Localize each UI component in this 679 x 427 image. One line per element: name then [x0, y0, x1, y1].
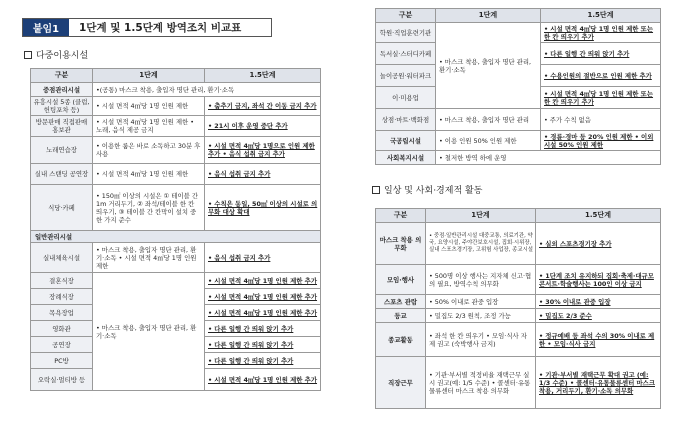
row-category: 스포츠 관람	[376, 295, 426, 309]
right-bottom-comparison-table	[375, 208, 661, 409]
section-heading-facilities: 다중이용시설	[24, 48, 88, 61]
row-stage1: • 150㎡ 이상의 시설은 ① 테이블 간 1m 거리두기, ② 좌석/테이블 한 칸 띄우기, ③ 테이블 간 칸막이 설치 중 한 가지 준수	[93, 185, 205, 231]
row-category: 중점관리시설	[31, 83, 93, 97]
row-category: 방문판매 직접판매홍보관	[31, 116, 93, 137]
row-category: 공연장	[31, 337, 93, 353]
table-row	[376, 109, 661, 131]
section-heading-activities: 일상 및 사회·경제적 활동	[372, 183, 482, 196]
table-row	[31, 243, 321, 273]
header-stage15: 1.5단계	[205, 69, 321, 83]
row-category: 등교	[376, 309, 426, 323]
checkbox-square-icon	[24, 51, 32, 59]
header-stage15: 1.5단계	[536, 209, 661, 223]
row-stage15: • 시설 면적 4㎡당 1명 인원 제한 추가	[205, 289, 321, 305]
row-category: 실내체육시설	[31, 243, 93, 273]
row-stage15: • 다른 일행 간 띄워 앉기 추가	[205, 353, 321, 369]
header-category: 구분	[376, 209, 426, 223]
row-category: 사회복지시설	[376, 151, 436, 165]
row-category: 상점·마트·백화점	[376, 109, 436, 131]
row-stage15: • 시설 면적 4㎡당 1명 인원 제한 추가	[205, 305, 321, 321]
table-row	[31, 137, 321, 164]
row-category: 독서실·스터디카페	[376, 43, 436, 65]
row-stage1: • 시설 면적 4㎡당 1명 인원 제한	[93, 97, 205, 116]
header-category: 구분	[376, 9, 436, 23]
header-stage1: 1단계	[93, 69, 205, 83]
table-row	[376, 23, 661, 43]
row-category: 목욕장업	[31, 305, 93, 321]
table-header-row	[31, 69, 321, 83]
row-stage1: • 이용한 룸은 바로 소독하고 30분 후 사용	[93, 137, 205, 164]
row-category: 식당·카페	[31, 185, 93, 231]
table-row	[376, 357, 661, 409]
row-stage1: • 마스크 착용, 출입자 명단 관리, 환기·소독	[436, 23, 541, 109]
row-stage15: • 다른 일행 간 띄워 앉기 추가	[541, 43, 661, 65]
row-stage1: • 시설 면적 4㎡당 1명 인원 제한 • 노래, 음식 제공 금지	[93, 116, 205, 137]
row-stage1: • 50% 이내로 관중 입장	[426, 295, 536, 309]
row-stage1: • 기관·부서별 적정비율 재택근무 실시 권고(예: 1/5 수준) • 콜센터·유통물류센터 마스크 착용 의무화	[426, 357, 536, 409]
title-tag: 붙임1	[23, 19, 69, 36]
table-row	[376, 223, 661, 265]
row-stage1: • 이용 인원 50% 인원 제한	[436, 131, 541, 151]
table-row	[376, 295, 661, 309]
row-stage15: • 21시 이후 운영 중단 추가	[205, 116, 321, 137]
group-label: 일반관리시설	[31, 231, 321, 243]
table-row	[31, 164, 321, 185]
row-stage15: • 1단계 조치 유지하되 집회·축제·대규모 콘서트·학술행사는 100인 이상 금지	[536, 265, 661, 295]
table-row	[376, 151, 661, 165]
row-stage15: • 주가 수칙 없음	[541, 109, 661, 131]
row-category: 종교활동	[376, 323, 426, 357]
row-category: 유흥시설 5종 (클럽, 헌팅포차 등)	[31, 97, 93, 116]
header-category: 구분	[31, 69, 93, 83]
row-stage1: •(공통) 마스크 착용, 출입자 명단 관리, 환기·소독	[93, 83, 321, 97]
header-stage1: 1단계	[426, 209, 536, 223]
row-category: 노래연습장	[31, 137, 93, 164]
row-stage15: • 춤추기 금지, 좌석 간 이동 금지 추가	[205, 97, 321, 116]
row-category: 놀이공원·워터파크	[376, 65, 436, 87]
row-category: 마스크 착용 의무화	[376, 223, 426, 265]
table-row	[376, 265, 661, 295]
row-stage15: • 30% 이내로 관중 입장	[536, 295, 661, 309]
row-stage1: • 마스크 착용, 출입자 명단 관리	[436, 109, 541, 131]
row-stage15: • 다른 일행 간 띄워 앉기 추가	[205, 337, 321, 353]
row-stage1: • 밀집도 2/3 원칙, 조정 가능	[426, 309, 536, 323]
table-header-row	[376, 9, 661, 23]
row-stage15: • 다른 일행 간 띄워 앉기 추가	[205, 321, 321, 337]
row-stage1: • 마스크 착용, 출입자 명단 관리, 환기·소독	[93, 273, 205, 391]
row-stage15: • 음식 섭취 금지 추가	[205, 164, 321, 185]
row-stage15: • 시설 면적 4㎡당 1명 인원 제한 또는 한 칸 띄우기 추가	[541, 87, 661, 109]
row-stage15: • 기관·부서별 재택근무 확대 권고 (예: 1/3 수준) • 콜센터·유통물류센터 마스크 착용, 거리두기, 환기·소독 의무화	[536, 357, 661, 409]
table-row	[31, 97, 321, 116]
table-row	[31, 273, 321, 289]
row-stage15: • 시설 면적 4㎡당 1명으로 인원 제한 추가 • 음식 섭취 금지 추가	[205, 137, 321, 164]
row-stage15: • 수칙은 동일, 50㎡ 이상의 시설로 의무화 대상 확대	[205, 185, 321, 231]
row-category: 학원·직업훈련기관	[376, 23, 436, 43]
table-row	[376, 309, 661, 323]
row-stage1: • 철저한 방역 하에 운영	[436, 151, 661, 165]
row-stage15: • 음식 섭취 금지 추가	[205, 243, 321, 273]
row-category: 이·미용업	[376, 87, 436, 109]
table-row	[31, 83, 321, 97]
row-stage1: • 마스크 착용, 출입자 명단 관리, 환기·소독 • 시설 면적 4㎡당 1명 인원 제한	[93, 243, 205, 273]
row-category: 국공립시설	[376, 131, 436, 151]
row-category: 실내 스탠딩 공연장	[31, 164, 93, 185]
row-stage15: • 실외 스포츠경기장 추가	[536, 223, 661, 265]
header-stage15: 1.5단계	[541, 9, 661, 23]
row-category: 직장근무	[376, 357, 426, 409]
row-category: 오락실·멀티방 등	[31, 369, 93, 391]
row-stage15: • 시설 면적 4㎡당 1명 인원 제한 또는 한 칸 띄우기 추가	[541, 23, 661, 43]
row-category: 결혼식장	[31, 273, 93, 289]
row-category: 영화관	[31, 321, 93, 337]
row-stage15: • 시설 면적 4㎡당 1명 인원 제한 추가	[205, 369, 321, 391]
table-row	[376, 323, 661, 357]
row-stage15: • 밀집도 2/3 준수	[536, 309, 661, 323]
table-row	[31, 185, 321, 231]
row-stage1: • 시설 면적 4㎡당 1명 인원 제한	[93, 164, 205, 185]
header-stage1: 1단계	[436, 9, 541, 23]
left-comparison-table	[30, 68, 321, 391]
group-row	[31, 231, 321, 243]
title-bar	[22, 18, 272, 37]
table-row	[376, 131, 661, 151]
row-stage15: • 수용인원의 절반으로 인원 제한 추가	[541, 65, 661, 87]
row-category: 장례식장	[31, 289, 93, 305]
row-stage1: • 500명 이상 행사는 지자체 신고·협의 필요, 방역수칙 의무화	[426, 265, 536, 295]
row-stage15: • 시설 면적 4㎡당 1명 인원 제한 추가	[205, 273, 321, 289]
row-category: PC방	[31, 353, 93, 369]
row-stage15: • 경륜·경마 등 20% 인원 제한 • 이외 시설 50% 인원 제한	[541, 131, 661, 151]
right-top-comparison-table	[375, 8, 661, 165]
table-header-row	[376, 209, 661, 223]
checkbox-square-icon	[372, 186, 380, 194]
row-stage1: • 좌석 한 칸 띄우기 • 모임·식사 자제 권고 (숙박행사 금지)	[426, 323, 536, 357]
page-title: 1단계 및 1.5단계 방역조치 비교표	[79, 22, 242, 34]
table-row	[31, 116, 321, 137]
row-stage15: • 정규예배 등 좌석 수의 30% 이내로 제한 • 모임·식사 금지	[536, 323, 661, 357]
row-category: 모임·행사	[376, 265, 426, 295]
row-stage1: • 중점·일반관리시설 대중교통, 의료기관, 약국, 요양시설, 주야간보호시설, 집회·시위장, 실내 스포츠경기장, 고위험 사업장, 종교시설	[426, 223, 536, 265]
